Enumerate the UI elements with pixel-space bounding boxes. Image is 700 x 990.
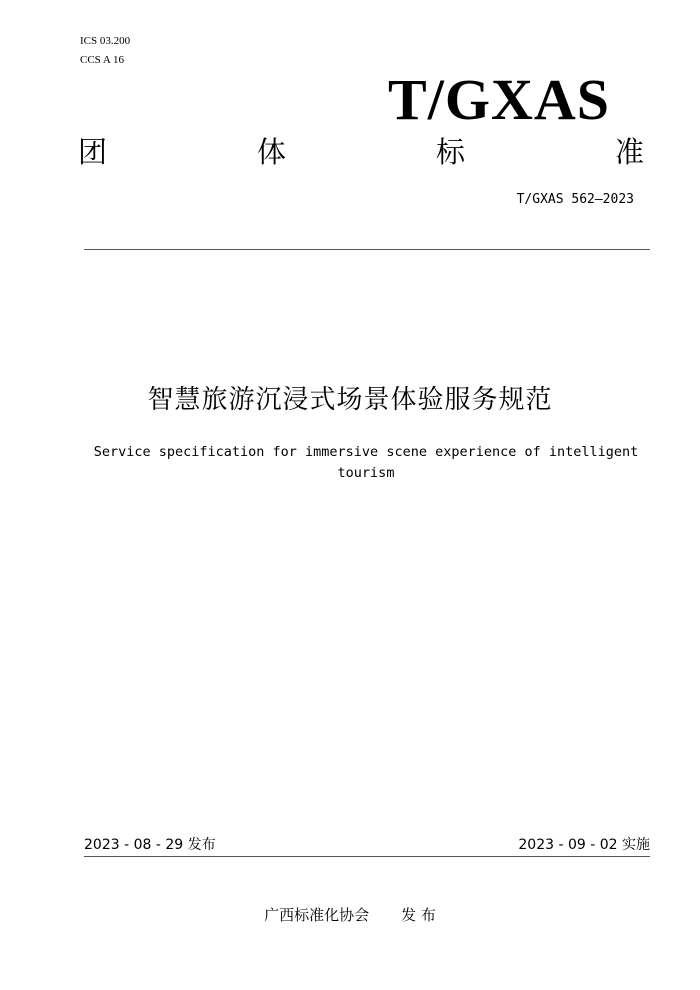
publisher-line	[0, 906, 700, 924]
issue-date: 2023 - 08 - 29 发布	[84, 837, 216, 853]
standard-number: T/GXAS 562—2023	[516, 192, 634, 207]
publisher-name: 广西标准化协会	[264, 906, 370, 924]
document-title-chinese: 智慧旅游沉浸式场景体验服务规范	[147, 385, 553, 415]
standard-type-char: 团	[78, 135, 108, 169]
publish-label: 发 布	[401, 906, 436, 924]
ics-code: ICS 03.200	[80, 35, 131, 47]
implementation-date: 2023 - 09 - 02 实施	[518, 837, 650, 853]
standard-type-label	[78, 134, 644, 170]
document-title-english: Service specification for immersive scene experience of intelligent tourism	[93, 444, 639, 481]
footer-divider	[84, 856, 650, 857]
standard-brand-logo: T/GXAS	[388, 67, 610, 132]
standard-type-char: 体	[256, 135, 286, 169]
ccs-code: CCS A 16	[80, 54, 125, 66]
standard-type-char: 标	[435, 135, 465, 169]
header-divider	[84, 249, 650, 250]
standard-type-char: 准	[614, 135, 644, 169]
